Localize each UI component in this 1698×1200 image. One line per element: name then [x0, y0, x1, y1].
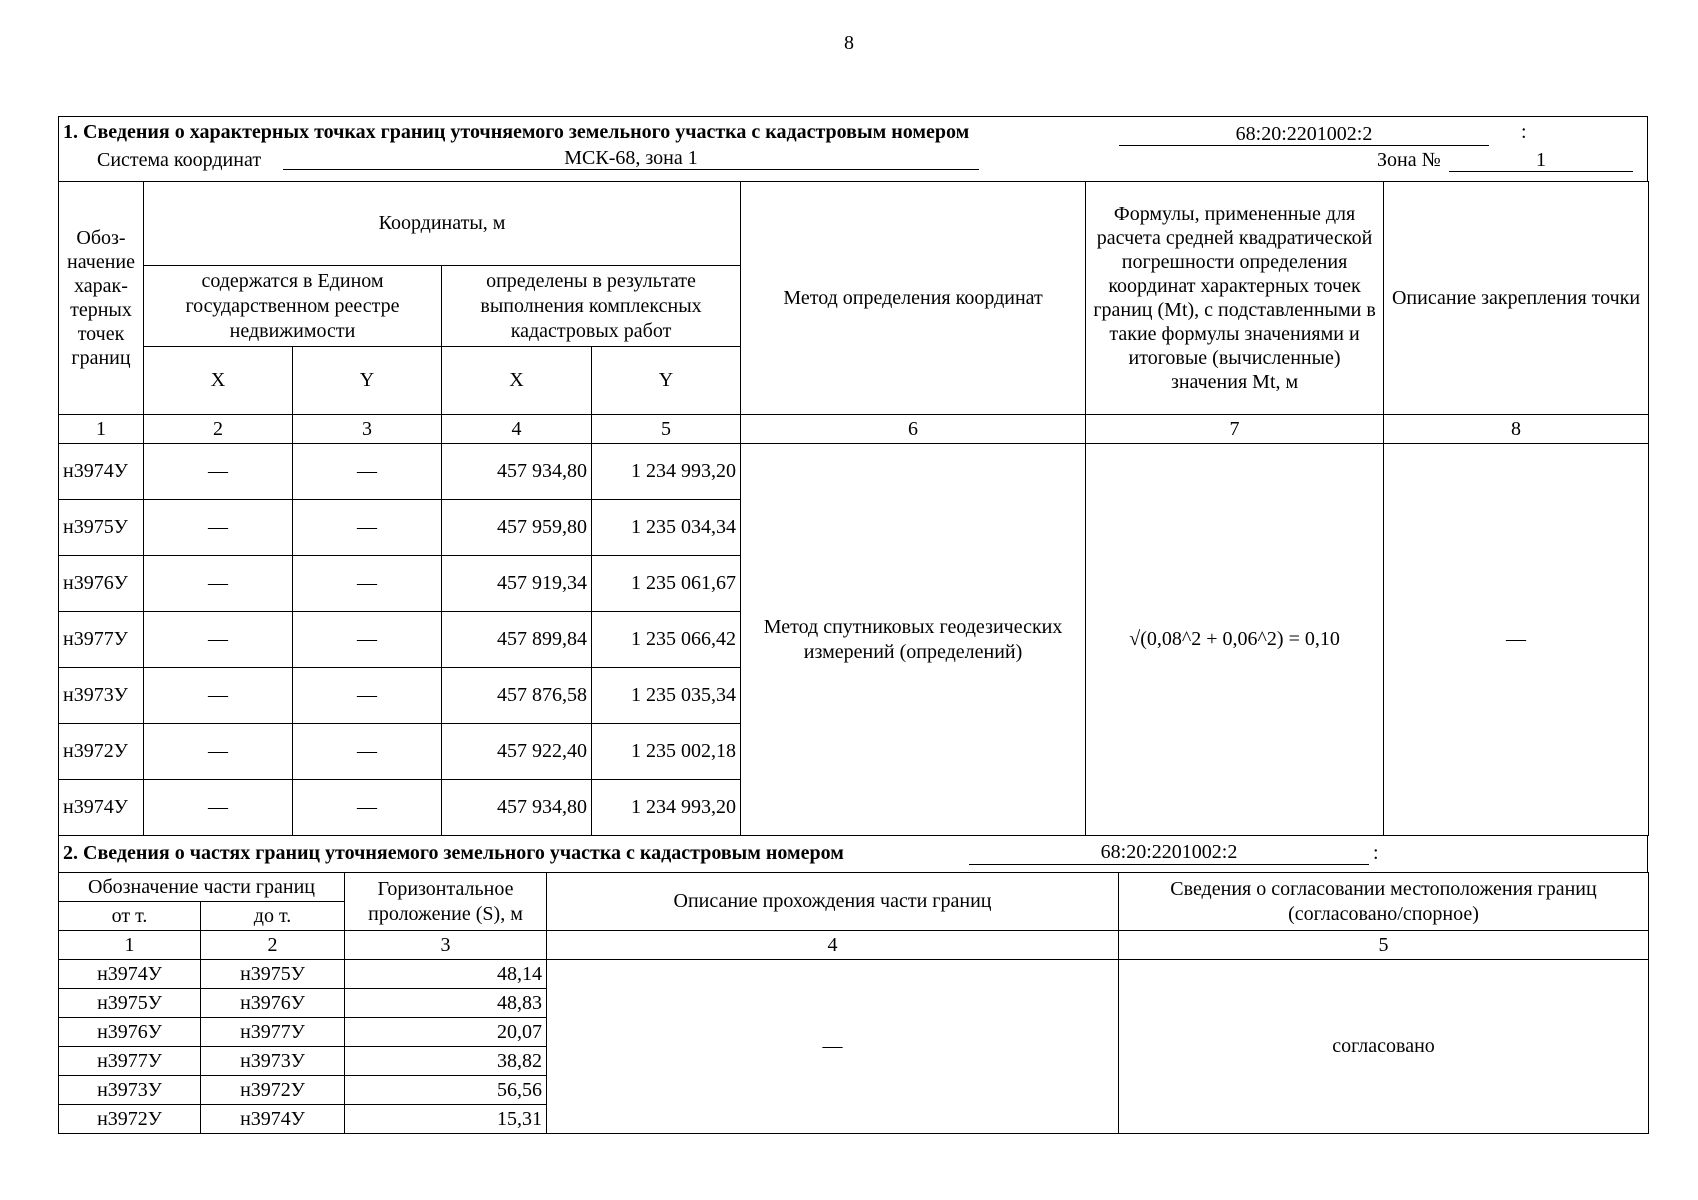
horizontal-distance: 56,56 — [345, 1076, 547, 1105]
to-point: н3973У — [201, 1047, 345, 1076]
header-determined: определены в результате выполнения комплексных кадастровых работ — [442, 266, 741, 347]
zone-label: Зона № — [1377, 149, 1441, 171]
header-y-determined: Y — [592, 347, 741, 415]
header-part-designation: Обозначение части границ — [59, 873, 345, 902]
to-point: н3972У — [201, 1076, 345, 1105]
col-number: 4 — [547, 931, 1119, 960]
col-number: 1 — [59, 415, 144, 444]
table-row — [59, 960, 1649, 989]
horizontal-distance: 15,31 — [345, 1105, 547, 1134]
y-value: 1 235 002,18 — [592, 724, 741, 780]
coord-system-label: Система координат — [97, 149, 262, 171]
section1-title: 1. Сведения о характерных точках границ уточняемого земельного участка с кадастровым номером — [63, 121, 970, 143]
horizontal-distance: 38,82 — [345, 1047, 547, 1076]
x-value: 457 919,34 — [442, 556, 592, 612]
from-point: н3977У — [59, 1047, 201, 1076]
point-name: н3976У — [59, 556, 144, 612]
point-name: н3974У — [59, 444, 144, 500]
y-value: 1 234 993,20 — [592, 780, 741, 836]
header-description: Описание прохождения части границ — [547, 873, 1119, 931]
section1-cadastral-number: 68:20:2201002:2 — [1119, 123, 1489, 146]
x-registry: — — [144, 612, 293, 668]
point-name: н3975У — [59, 500, 144, 556]
y-registry: — — [293, 612, 442, 668]
x-registry: — — [144, 444, 293, 500]
points-table — [58, 181, 1649, 836]
to-point: н3974У — [201, 1105, 345, 1134]
x-registry: — — [144, 724, 293, 780]
header-x-registry: X — [144, 347, 293, 415]
y-registry: — — [293, 500, 442, 556]
description-value: — — [547, 960, 1119, 1134]
y-registry: — — [293, 668, 442, 724]
section2-header — [58, 836, 1648, 872]
point-name: н3977У — [59, 612, 144, 668]
point-name: н3973У — [59, 668, 144, 724]
method-value: Метод спутниковых геодезических измерений (определений) — [741, 444, 1086, 836]
col-number: 2 — [144, 415, 293, 444]
col-number: 7 — [1086, 415, 1384, 444]
header-in-registry: содержатся в Едином государственном реестре недвижимости — [144, 266, 442, 347]
section2-title: 2. Сведения о частях границ уточняемого земельного участка с кадастровым номером — [63, 842, 844, 864]
formula-value: √(0,08^2 + 0,06^2) = 0,10 — [1086, 444, 1384, 836]
y-registry: — — [293, 780, 442, 836]
y-value: 1 235 061,67 — [592, 556, 741, 612]
from-point: н3972У — [59, 1105, 201, 1134]
header-from: от т. — [59, 902, 201, 931]
from-point: н3973У — [59, 1076, 201, 1105]
header-to: до т. — [201, 902, 345, 931]
col-number: 5 — [592, 415, 741, 444]
y-registry: — — [293, 556, 442, 612]
section2-cadastral-number: 68:20:2201002:2 — [969, 840, 1369, 865]
zone-value: 1 — [1449, 149, 1633, 172]
header-fixing: Описание закрепления точки — [1384, 182, 1649, 415]
fixing-value: — — [1384, 444, 1649, 836]
y-value: 1 235 035,34 — [592, 668, 741, 724]
x-registry: — — [144, 780, 293, 836]
point-name: н3972У — [59, 724, 144, 780]
y-value: 1 235 066,42 — [592, 612, 741, 668]
header-y-registry: Y — [293, 347, 442, 415]
y-registry: — — [293, 444, 442, 500]
col-number: 4 — [442, 415, 592, 444]
col-number: 2 — [201, 931, 345, 960]
horizontal-distance: 48,83 — [345, 989, 547, 1018]
col-number: 3 — [345, 931, 547, 960]
x-value: 457 922,40 — [442, 724, 592, 780]
col-number: 5 — [1119, 931, 1649, 960]
x-value: 457 934,80 — [442, 780, 592, 836]
col-number: 3 — [293, 415, 442, 444]
boundary-parts-table — [58, 872, 1649, 1134]
y-value: 1 235 034,34 — [592, 500, 741, 556]
section1-colon: : — [1521, 121, 1527, 143]
from-point: н3976У — [59, 1018, 201, 1047]
x-value: 457 876,58 — [442, 668, 592, 724]
col-number: 6 — [741, 415, 1086, 444]
col-number: 8 — [1384, 415, 1649, 444]
col-number: 1 — [59, 931, 201, 960]
header-point-designation: Обоз-начение харак-терных точек границ — [59, 182, 144, 415]
horizontal-distance: 48,14 — [345, 960, 547, 989]
y-registry: — — [293, 724, 442, 780]
section1-header — [58, 116, 1648, 181]
header-x-determined: X — [442, 347, 592, 415]
horizontal-distance: 20,07 — [345, 1018, 547, 1047]
x-value: 457 934,80 — [442, 444, 592, 500]
coord-system-value: МСК-68, зона 1 — [283, 147, 979, 170]
x-registry: — — [144, 500, 293, 556]
from-point: н3974У — [59, 960, 201, 989]
from-point: н3975У — [59, 989, 201, 1018]
agreement-value: согласовано — [1119, 960, 1649, 1134]
header-method: Метод определения координат — [741, 182, 1086, 415]
x-value: 457 899,84 — [442, 612, 592, 668]
to-point: н3975У — [201, 960, 345, 989]
header-coordinates: Координаты, м — [144, 182, 741, 266]
to-point: н3976У — [201, 989, 345, 1018]
table-row — [59, 444, 1649, 500]
document-frame — [58, 116, 1648, 1134]
to-point: н3977У — [201, 1018, 345, 1047]
x-registry: — — [144, 556, 293, 612]
x-registry: — — [144, 668, 293, 724]
header-agreement: Сведения о согласовании местоположения границ (согласовано/спорное) — [1119, 873, 1649, 931]
header-horizontal: Горизонтальное проложение (S), м — [345, 873, 547, 931]
point-name: н3974У — [59, 780, 144, 836]
x-value: 457 959,80 — [442, 500, 592, 556]
y-value: 1 234 993,20 — [592, 444, 741, 500]
header-formulas: Формулы, примененные для расчета средней квадратической погрешности определения координат характерных точек границ (Mt), с подставленными в такие формулы значениями и итоговые (вычисленные) значения Mt, м — [1086, 182, 1384, 415]
page-number: 8 — [844, 32, 854, 54]
section2-colon: : — [1373, 842, 1379, 864]
